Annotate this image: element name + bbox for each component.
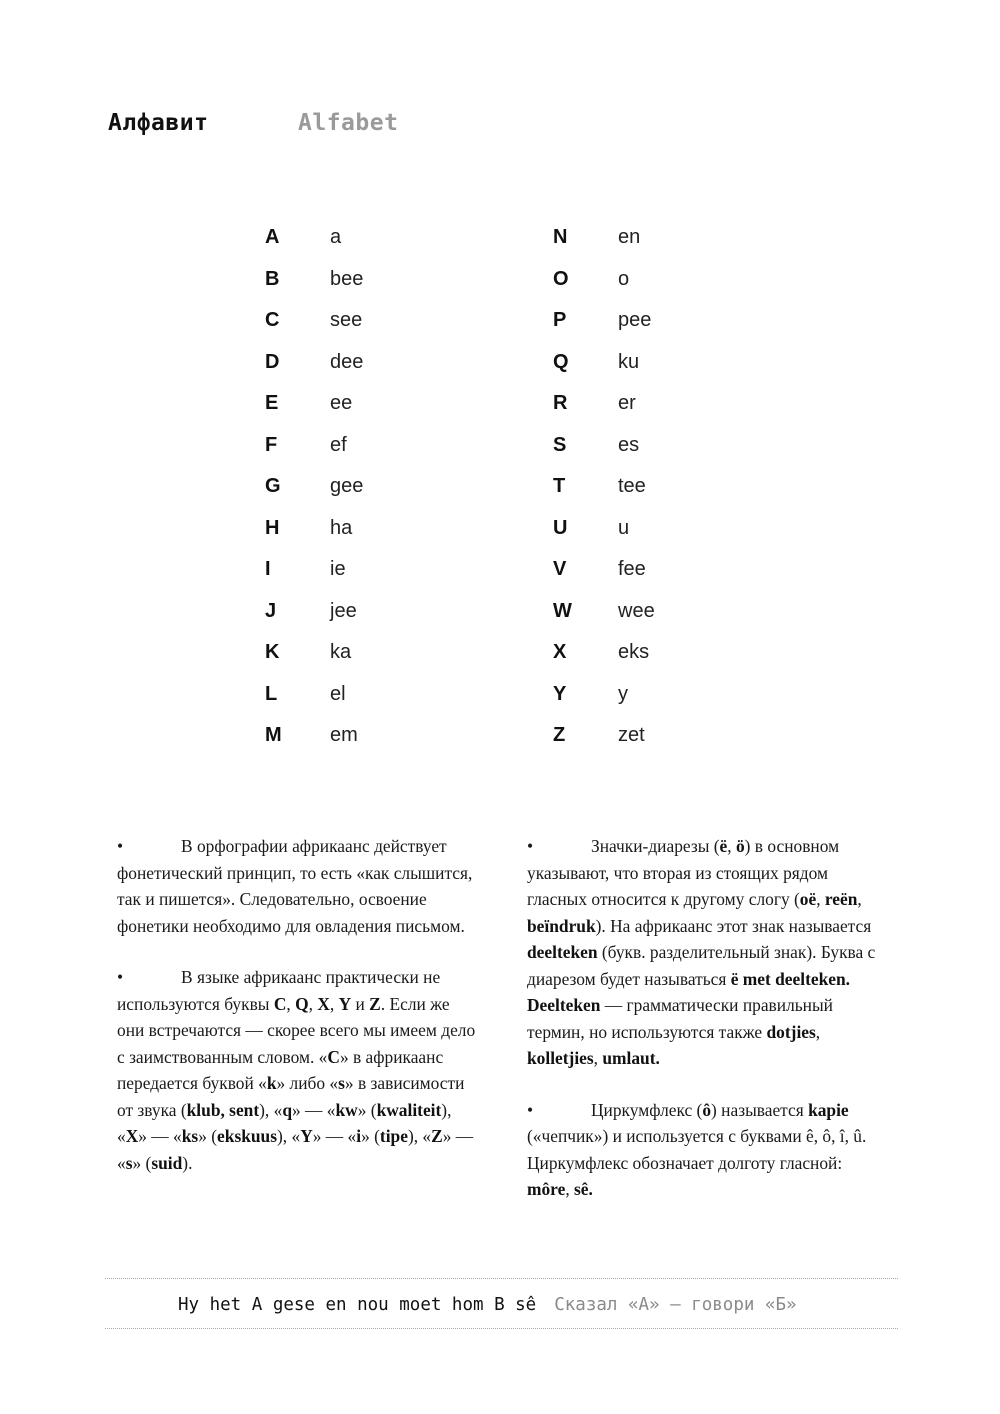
divider-bottom xyxy=(105,1328,898,1329)
note-paragraph xyxy=(117,964,479,1176)
bold-term: Y xyxy=(300,1126,313,1146)
note-text: » ( xyxy=(132,1152,152,1173)
alphabet-letter-name: dee xyxy=(330,350,364,373)
alphabet-letter: L xyxy=(265,682,278,705)
note-text: » — « xyxy=(138,1126,182,1146)
alphabet-letter: M xyxy=(265,724,282,746)
note-text: В орфографии африкаанс действует фонетический принцип, то есть «как слышится, так и пишется». Следовательно, освоение фонетики необходимо для овладения письмом. xyxy=(117,836,473,936)
bold-term: ë met deelteken. xyxy=(730,968,850,989)
alphabet-letter-name: ee xyxy=(330,392,353,414)
note-text: , xyxy=(565,1179,575,1199)
alphabet-letter-name: em xyxy=(330,724,358,746)
note-text: ) называется xyxy=(711,1099,809,1120)
bold-term: C xyxy=(327,1046,340,1067)
note-text: » — « xyxy=(292,1099,336,1120)
alphabet-letter: K xyxy=(265,641,280,663)
note-text: , xyxy=(816,889,825,909)
bold-term: klub, sent xyxy=(186,1099,260,1120)
alphabet-letter: F xyxy=(265,433,278,456)
note-text: ) в основном указывают, что вторая из стоящих рядом гласных относится к другому слогу ( xyxy=(527,836,840,909)
alphabet-letter: E xyxy=(265,392,279,414)
divider-top xyxy=(105,1278,898,1279)
bold-term: s xyxy=(338,1073,345,1093)
alphabet-letter-name: o xyxy=(618,267,630,290)
note-text: » ( xyxy=(198,1126,218,1146)
alphabet-letter-name: es xyxy=(618,433,640,456)
alphabet-letter-name: el xyxy=(330,682,346,705)
alphabet-letter-name: see xyxy=(330,309,363,331)
title-afrikaans: Alfabet xyxy=(298,110,399,136)
notes-column-left xyxy=(117,833,479,1201)
note-paragraph xyxy=(527,833,889,1072)
title-russian: Алфавит xyxy=(108,110,209,136)
note-text: ), « xyxy=(117,1099,452,1146)
bold-term: tipe xyxy=(379,1126,408,1146)
alphabet-letter-name: bee xyxy=(330,267,364,290)
alphabet-letter-name: en xyxy=(618,226,641,248)
bold-term: reën xyxy=(824,889,858,909)
alphabet-letter: U xyxy=(553,516,568,539)
note-text: ). xyxy=(182,1152,193,1173)
alphabet-letter: Y xyxy=(553,682,567,705)
alphabet-letter: S xyxy=(553,433,567,456)
alphabet-letter: W xyxy=(553,599,572,622)
bold-term: kwaliteit xyxy=(376,1099,442,1120)
bold-term: i xyxy=(356,1126,362,1146)
proverb-line xyxy=(178,1295,797,1315)
note-text: («чепчик») и используется с буквами ê, ô, î, û. Циркумфлекс обозначает долготу гласной: xyxy=(527,1126,867,1173)
note-text: , xyxy=(329,993,339,1014)
alphabet-letter-name: eks xyxy=(618,641,650,663)
bold-term: Z xyxy=(369,993,381,1014)
alphabet-letter-name: wee xyxy=(618,599,655,622)
alphabet-letter: R xyxy=(553,392,568,414)
note-text: ), « xyxy=(407,1126,432,1146)
note-text: Значки-диарезы ( xyxy=(591,836,720,856)
bold-term: umlaut. xyxy=(602,1048,660,1068)
alphabet-letter-name: ku xyxy=(618,350,640,373)
note-text: » — « xyxy=(312,1126,357,1146)
alphabet-letter: I xyxy=(265,558,271,580)
proverb-afrikaans: Hy het A gese en nou moet hom B sê xyxy=(178,1295,537,1315)
bold-term: oë xyxy=(799,889,817,909)
note-text: , xyxy=(593,1048,603,1068)
bold-term: Z xyxy=(431,1126,443,1146)
alphabet-letter: D xyxy=(265,350,280,373)
bold-term: môre xyxy=(527,1179,566,1199)
bold-term: X xyxy=(317,993,330,1014)
bullet-icon: • xyxy=(117,836,124,856)
alphabet-letter-name: ha xyxy=(330,516,353,539)
alphabet-letter-name: y xyxy=(618,682,628,705)
note-text: Циркумфлекс ( xyxy=(591,1099,703,1120)
bold-term: sê. xyxy=(574,1179,593,1199)
notes-column-right xyxy=(527,833,889,1228)
alphabet-letter-name: pee xyxy=(618,309,652,331)
note-text: . Если же они встречаются — скорее всего мы имеем дело с заимствованным словом. « xyxy=(117,993,476,1067)
alphabet-letter-name: tee xyxy=(618,475,646,497)
bold-term: ë xyxy=(719,836,728,856)
bold-term: suid xyxy=(151,1152,183,1173)
alphabet-letter-name: a xyxy=(330,226,342,248)
bold-term: C xyxy=(273,993,287,1014)
alphabet-letter-name: gee xyxy=(330,475,364,497)
alphabet-letter: N xyxy=(553,226,568,248)
note-text: , xyxy=(727,836,736,856)
note-text: » в африкаанс передается буквой « xyxy=(117,1046,444,1093)
note-text: » либо « xyxy=(276,1073,339,1093)
bold-term: kw xyxy=(335,1099,358,1120)
alphabet-letter: Q xyxy=(553,350,569,373)
note-text: ). На африкаанс этот знак называется xyxy=(595,915,872,936)
note-paragraph xyxy=(527,1097,889,1203)
note-text: (букв. разделительный знак). Буква с диарезом будет называться xyxy=(527,942,876,989)
note-text: В языке африкаанс практически не используются буквы xyxy=(117,967,441,1014)
bold-term: ks xyxy=(181,1126,199,1146)
bullet-icon: • xyxy=(527,1099,534,1120)
note-paragraph xyxy=(117,833,479,939)
bold-term: q xyxy=(282,1099,292,1120)
alphabet-letter: A xyxy=(265,226,280,248)
bullet-icon: • xyxy=(117,967,124,987)
alphabet-letter: C xyxy=(265,309,280,331)
alphabet-letter: X xyxy=(553,641,567,663)
alphabet-letter: P xyxy=(553,309,567,331)
alphabet-letter: J xyxy=(265,599,277,622)
note-text: , xyxy=(857,889,862,909)
note-text: ), « xyxy=(259,1099,283,1120)
alphabet-letter-name: ka xyxy=(330,641,352,663)
alphabet-letter-name: ie xyxy=(330,558,346,580)
bold-term: kolletjies xyxy=(527,1048,594,1068)
alphabet-letter-name: ef xyxy=(330,433,347,456)
alphabet-letter-name: er xyxy=(618,392,636,414)
bullet-icon: • xyxy=(527,836,534,856)
alphabet-letter-name: fee xyxy=(618,558,646,580)
note-text: и xyxy=(351,993,370,1014)
bold-term: Deelteken xyxy=(527,995,601,1015)
bold-term: Y xyxy=(338,993,352,1014)
alphabet-letter: T xyxy=(553,475,566,497)
alphabet-letter: H xyxy=(265,516,280,539)
note-text: , xyxy=(308,993,318,1014)
alphabet-letter: O xyxy=(553,267,569,290)
note-text: — грамматически правильный термин, но используются также xyxy=(527,995,833,1042)
alphabet-letter: B xyxy=(265,267,280,290)
note-text: ), « xyxy=(277,1126,301,1146)
alphabet-letter-name: u xyxy=(618,516,630,539)
note-text: , xyxy=(286,993,296,1014)
alphabet-letter: V xyxy=(553,558,567,580)
bold-term: ö xyxy=(735,836,745,856)
bold-term: dotjies xyxy=(766,1021,816,1042)
bold-term: deelteken xyxy=(527,942,598,962)
bold-term: s xyxy=(125,1152,133,1173)
bold-term: ekskuus xyxy=(217,1126,277,1146)
note-text: » в зависимости от звука ( xyxy=(117,1073,465,1120)
bold-term: X xyxy=(125,1126,139,1146)
bold-term: k xyxy=(266,1073,277,1093)
alphabet-letter: G xyxy=(265,475,281,497)
alphabet-letter-name: zet xyxy=(618,724,645,746)
note-text: » — « xyxy=(117,1126,474,1173)
bold-term: Q xyxy=(295,993,309,1014)
note-text: , xyxy=(815,1021,821,1042)
proverb-russian: Сказал «А» — говори «Б» xyxy=(554,1295,797,1315)
note-text: » ( xyxy=(361,1126,380,1146)
bold-term: ô xyxy=(702,1099,712,1120)
alphabet-letter: Z xyxy=(553,724,566,746)
bold-term: kapie xyxy=(808,1099,849,1120)
bold-term: beïndruk xyxy=(527,915,596,936)
alphabet-letter-name: jee xyxy=(330,599,357,622)
note-text: » ( xyxy=(357,1099,377,1120)
